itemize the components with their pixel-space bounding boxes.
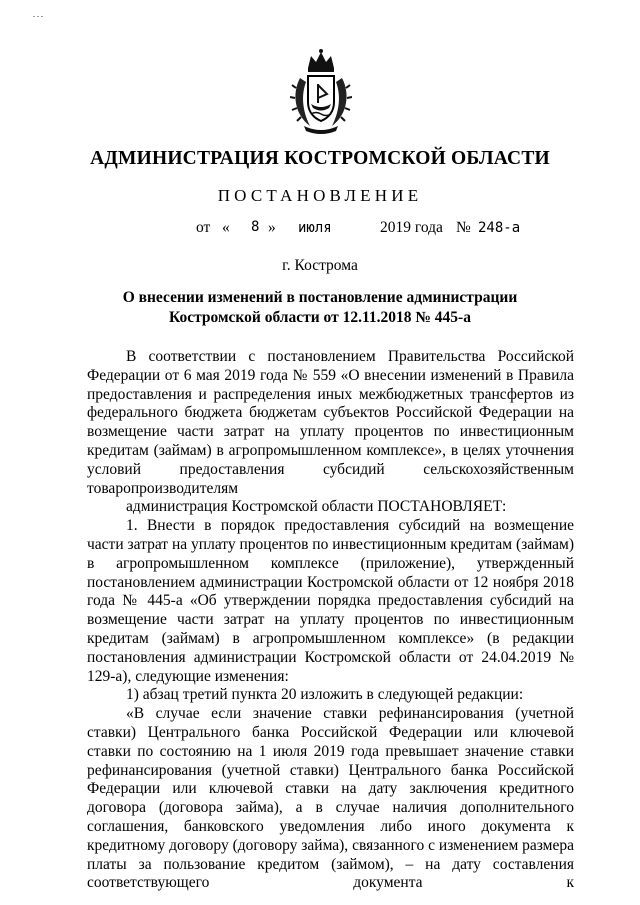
document-subject (120, 288, 520, 328)
subject-line-1: О внесении изменений в постановление администрации (122, 289, 518, 306)
organization-title: АДМИНИСТРАЦИЯ КОСТРОМСКОЙ ОБЛАСТИ (90, 148, 550, 169)
number-sign: № (456, 219, 471, 236)
date-year: 2019 года (380, 219, 443, 236)
subject-line-2: Костромской области от 12.11.2018 № 445-а (169, 309, 471, 326)
date-day: 8 (251, 219, 260, 235)
date-month: июля (298, 220, 332, 236)
document-number: 248-а (478, 220, 521, 236)
coat-of-arms-icon (290, 48, 352, 134)
date-from-label: от (196, 219, 211, 236)
scan-mark (33, 4, 45, 6)
city-line: г. Кострома (282, 257, 358, 274)
date-line (0, 219, 640, 241)
body-paragraph-4: 1) абзац третий пункта 20 изложить в следующей редакции: (126, 686, 524, 704)
date-quote-open: « (222, 219, 230, 236)
body-paragraph-5: «В случае если значение ставки рефинансирования (учетной ставки) Центрального банка Российской Федерации или ключевой ставки по состоянию на 1 июля 2019 года превышает значение ставки рефинансирования (учетной ставки) Центрального банка Российской Федерации или ключевой ставки на дату заключения кредитного договора (договора займа), а в случае наличия дополнительного соглашения, банковского уведомления либо иного документа к кредитному договору (договору займа), связанного с изменением размера платы за пользование кредитом (займом), – на дату составления соответствующего документа к (87, 705, 574, 892)
body-paragraph-1: В соответствии с постановлением Правительства Российской Федерации от 6 мая 2019 года № 559 «О внесении изменений в Правила предоставления и распределения иных межбюджетных трансфертов из федерального бюджета бюджетам субъектов Российской Федерации на возмещение части затрат на уплату процентов по инвестиционным кредитам (займам) в агропромышленном комплексе», в целях уточнения условий предоставления субсидий сельскохозяйственным товаропроизводителям (87, 348, 574, 497)
document-body (87, 348, 574, 893)
body-paragraph-3: 1. Внести в порядок предоставления субсидий на возмещение части затрат на уплату процентов по инвестиционным кредитам (займам) в агропромышленном комплексе (приложение), утвержденный постановлением администрации Костромской области от 12 ноября 2018 года № 445-а «Об утверждении порядка предоставления субсидий на возмещение части затрат на уплату процентов по инвестиционным кредитам (займам) в агропромышленном комплексе» (в редакции постановления администрации Костромской области от 24.04.2019 № 129-а), следующие изменения: (87, 517, 574, 685)
date-quote-close: » (268, 219, 276, 236)
document-type: ПОСТАНОВЛЕНИЕ (217, 186, 423, 205)
body-paragraph-2: администрация Костромской области ПОСТАНОВЛЯЕТ: (126, 498, 507, 516)
